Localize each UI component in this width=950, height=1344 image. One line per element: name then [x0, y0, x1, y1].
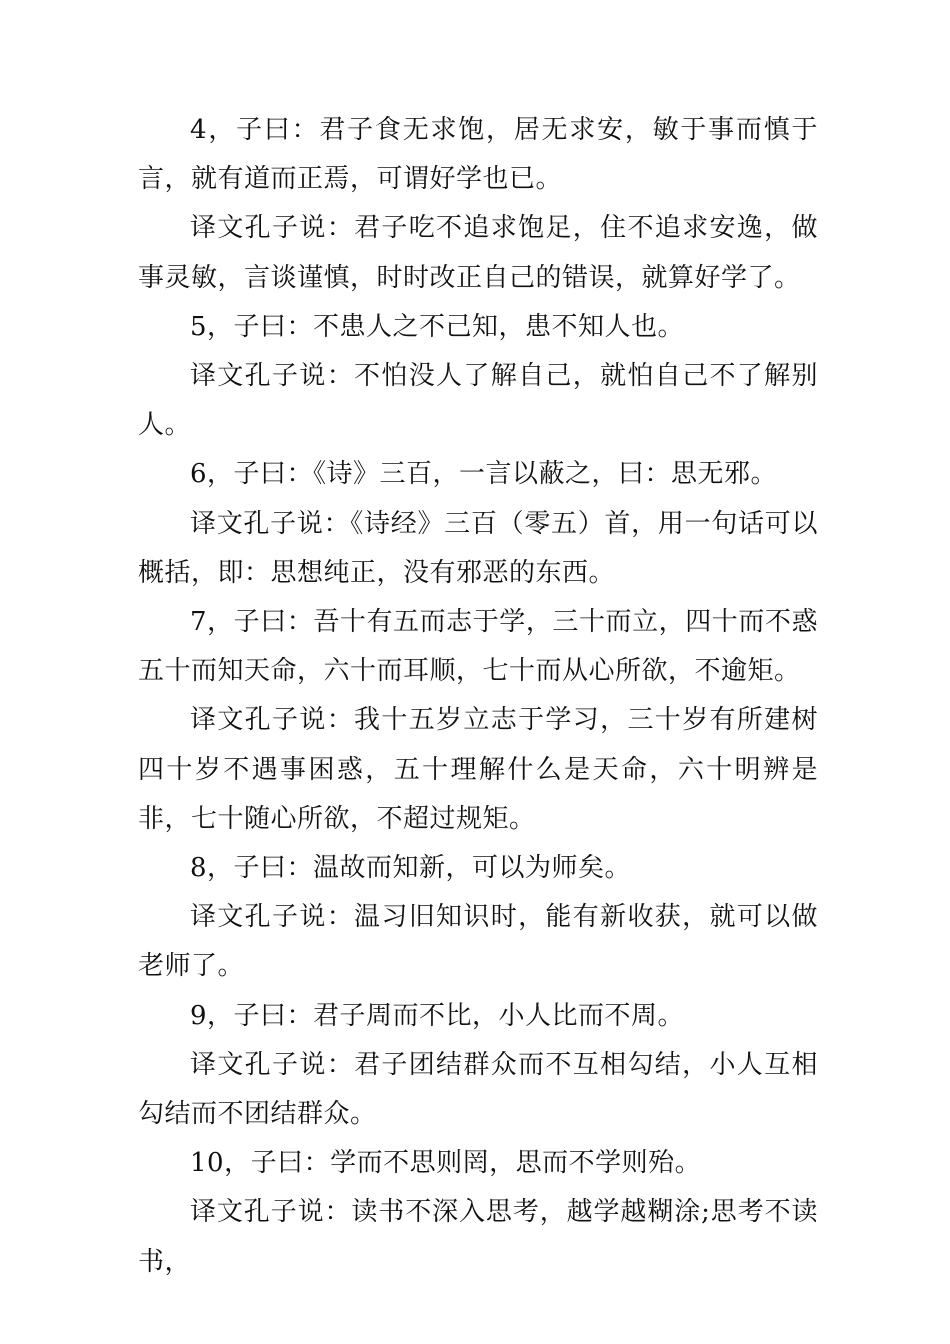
verse-paragraph-6: 6，子曰：《诗》三百，一言以蔽之，曰：思无邪。 [190, 459, 778, 490]
translation-paragraph-10: 译文孔子说：读书不深入思考，越学越糊涂;思考不读书， [138, 1197, 818, 1277]
translation-paragraph-8: 译文孔子说：温习旧知识时，能有新收获，就可以做老师了。 [138, 902, 818, 982]
translation-paragraph-4: 译文孔子说：君子吃不追求饱足，住不追求安逸，做事灵敏，言谈谨慎，时时改正自己的错误，就算好学了。 [138, 213, 818, 293]
document-body [138, 106, 818, 1287]
translation-paragraph-7: 译文孔子说：我十五岁立志于学习，三十岁有所建树四十岁不遇事困惑，五十理解什么是天命，六十明辨是非，七十随心所欲，不超过规矩。 [138, 705, 818, 834]
translation-paragraph-6: 译文孔子说：《诗经》三百（零五）首，用一句话可以概括，即：思想纯正，没有邪恶的东西。 [138, 508, 818, 588]
verse-paragraph-5: 5，子曰：不患人之不己知，患不知人也。 [190, 311, 685, 342]
verse-paragraph-9: 9，子曰：君子周而不比，小人比而不周。 [190, 1000, 685, 1031]
verse-paragraph-8: 8，子曰：温故而知新，可以为师矣。 [190, 853, 632, 884]
verse-paragraph-4: 4，子曰：君子食无求饱，居无求安，敏于事而慎于言，就有道而正焉，可谓好学也已。 [138, 115, 818, 195]
verse-paragraph-7: 7，子曰：吾十有五而志于学，三十而立，四十而不惑五十而知天命，六十而耳顺，七十而从心所欲，不逾矩。 [138, 607, 818, 687]
translation-paragraph-5: 译文孔子说：不怕没人了解自己，就怕自己不了解别人。 [138, 361, 818, 441]
translation-paragraph-9: 译文孔子说：君子团结群众而不互相勾结，小人互相勾结而不团结群众。 [138, 1049, 818, 1130]
verse-paragraph-10: 10，子曰：学而不思则罔，思而不学则殆。 [190, 1148, 702, 1179]
